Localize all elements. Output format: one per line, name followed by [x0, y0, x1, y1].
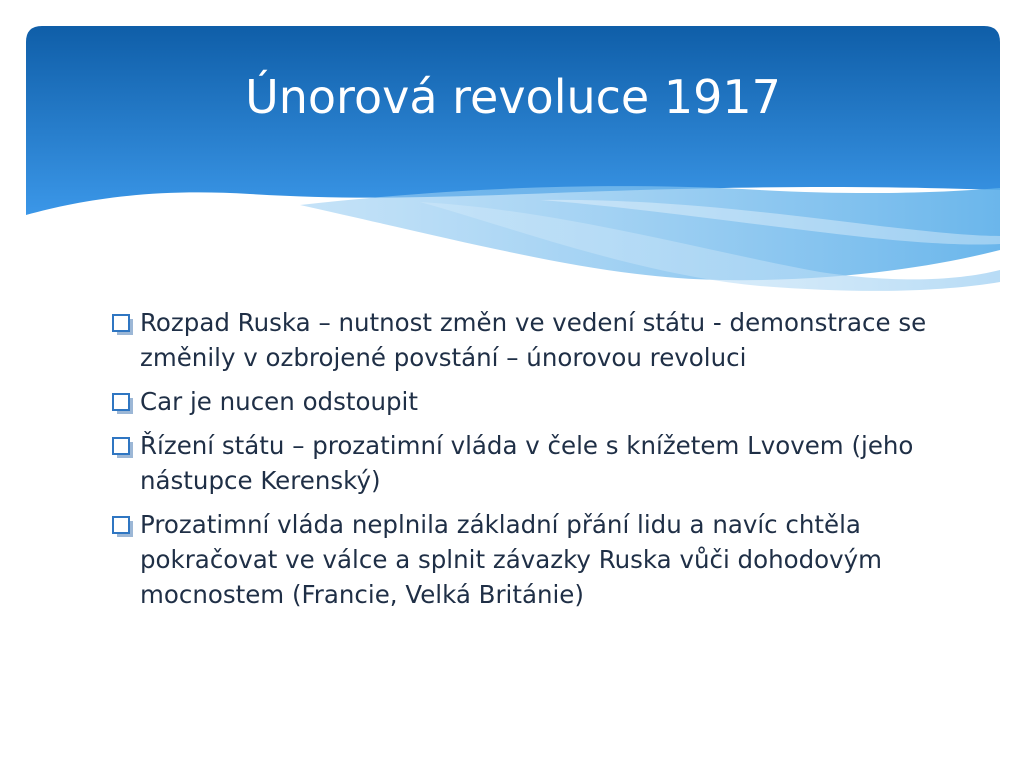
checkbox-icon [110, 391, 136, 417]
bullet-text: Car je nucen odstoupit [140, 387, 418, 416]
bullet-text: Prozatimní vláda neplnila základní přání lidu a navíc chtěla pokračovat ve válce a splnit závazky Ruska vůči dohodovým mocnostem (Francie, Velká Británie) [140, 510, 883, 609]
slide-title: Únorová revoluce 1917 [245, 70, 781, 124]
bullet-text: Rozpad Ruska – nutnost změn ve vedení státu - demonstrace se změnily v ozbrojené povstání – únorovou revoluci [140, 308, 927, 372]
title-banner [0, 0, 1024, 300]
bullet-item [108, 428, 928, 498]
bullet-text: Řízení státu – prozatimní vláda v čele s knížetem Lvovem (jeho nástupce Kerenský) [140, 431, 914, 495]
bullet-list [108, 305, 928, 612]
checkbox-icon [110, 514, 136, 540]
slide-content [108, 305, 928, 621]
bullet-item [108, 305, 928, 375]
bullet-item [108, 507, 928, 612]
checkbox-icon [110, 435, 136, 461]
bullet-item [108, 384, 928, 419]
wave-banner-graphic [0, 0, 1024, 300]
checkbox-icon [110, 312, 136, 338]
